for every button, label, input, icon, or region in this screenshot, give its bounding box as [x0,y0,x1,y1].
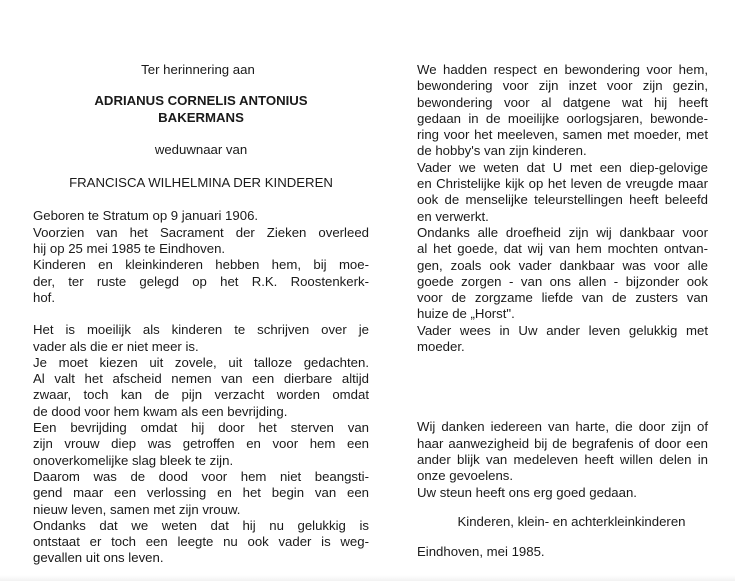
bio-line: Geboren te Stratum op 9 januari 1906. [33,208,259,224]
reflection-line: Het is moeilijk als kinderen te schrijven over je [33,322,369,338]
tribute-line: bewondering voor al datgene wat hij heeft [417,94,708,110]
tribute-line: Vader wees in Uw ander leven gelukkig met [417,322,708,338]
reflection-line: Je moet kiezen uit zovele, uit talloze gedachten. [33,354,369,370]
reflection-line: Al valt het afscheid nemen van een dierbare altijd [33,371,369,387]
intro-text: Ter herinnering aan [141,62,255,77]
tribute-line: bewondering voor zijn inzet voor zijn gezin, [417,78,708,94]
widower-text: weduwnaar van [154,141,248,157]
tribute-line: de hobby's van zijn kinderen. [417,143,587,159]
tribute-line: huize de „Horst". [417,306,515,322]
tribute-line: Vader we weten dat U met een diep-gelovige [417,159,708,175]
tribute-line: en verwerkt. [417,208,489,224]
reflection-line: nieuw leven, samen met zijn vrouw. [33,501,241,517]
thanks-paragraph [417,419,708,500]
right-column [417,62,708,560]
reflection-line: de dood voor hem kwam als een bevrijding. [33,403,288,419]
tribute-line: en Christelijke kijk op het leven de vreugde maar [417,176,708,192]
tribute-line: voor de zorgzame liefde van de zusters van [417,290,708,306]
place-date: Eindhoven, mei 1985. [417,544,545,560]
bio-line: hij op 25 mei 1985 te Eindhoven. [33,241,226,257]
bio-line: hof. [33,289,55,305]
bottom-edge [0,575,735,581]
reflection-paragraph [33,322,369,566]
thanks-line: Uw steun heeft ons erg goed gedaan. [417,484,637,500]
tribute-paragraph [417,62,708,355]
tribute-line: al het goede, dat wij van hem mochten ontvan- [417,241,708,257]
tribute-line: ring voor het meeleven, samen met moeder, met [417,127,708,143]
reflection-line: Ondanks dat we weten dat hij nu gelukkig is [33,517,369,533]
signature: Kinderen, klein- en achterkleinkinderen [457,513,686,529]
thanks-line: Wij danken iedereen van harte, die door zijn of [417,419,708,435]
deceased-name-line1: ADRIANUS CORNELIS ANTONIUS [94,93,308,109]
tribute-line: ook de menselijke teleurstellingen heeft beleefd [417,192,708,208]
reflection-line: vader als die er niet meer is. [33,338,199,354]
tribute-line: gen, zoals ook vader dankbaar was voor alle [417,257,708,273]
tribute-line: moeder. [417,339,465,355]
bio-line: Voorzien van het Sacrament der Zieken overleed [33,224,369,240]
deceased-name-line2: BAKERMANS [158,109,244,125]
reflection-line: ontstaat er toch een leegte nu ook vader is weg- [33,534,369,550]
reflection-line: Daarom was de dood voor hem niet beangsti- [33,468,369,484]
reflection-line: gevallen uit ons leven. [33,550,164,566]
reflection-line: zwaar, toch kan de pijn verzacht worden omdat [33,387,369,403]
tribute-line: We hadden respect en bewondering voor hem, [417,62,708,77]
bio-paragraph [33,208,369,306]
bio-line: der, ter ruste gelegd op het R.K. Roostenkerk- [33,273,369,289]
thanks-line: haar aanwezigheid bij de begrafenis of door een [417,435,708,451]
bio-line: Kinderen en kleinkinderen hebben hem, bij moe- [33,257,369,273]
tribute-line: gedaan in de moeilijke oorlogsjaren, bewonde- [417,110,708,126]
reflection-line: Een bevrijding omdat hij door het sterven van [33,420,369,436]
left-column [33,62,369,567]
reflection-line: gend maar een verlossing en het begin van een [33,485,369,501]
reflection-line: zijn vrouw diep was getroffen en voor hem een [33,436,369,452]
tribute-line: goede zorgen - van ons allen - bijzonder ook [417,273,708,289]
thanks-line: onze gevoelens. [417,468,514,484]
thanks-line: ander blijk van medeleven heeft willen delen in [417,451,708,467]
reflection-line: onoverkomelijke slag bleek te zijn. [33,452,234,468]
spouse-name: FRANCISCA WILHELMINA DER KINDEREN [69,175,333,191]
tribute-line: Ondanks alle droefheid zijn wij dankbaar voor [417,224,708,240]
